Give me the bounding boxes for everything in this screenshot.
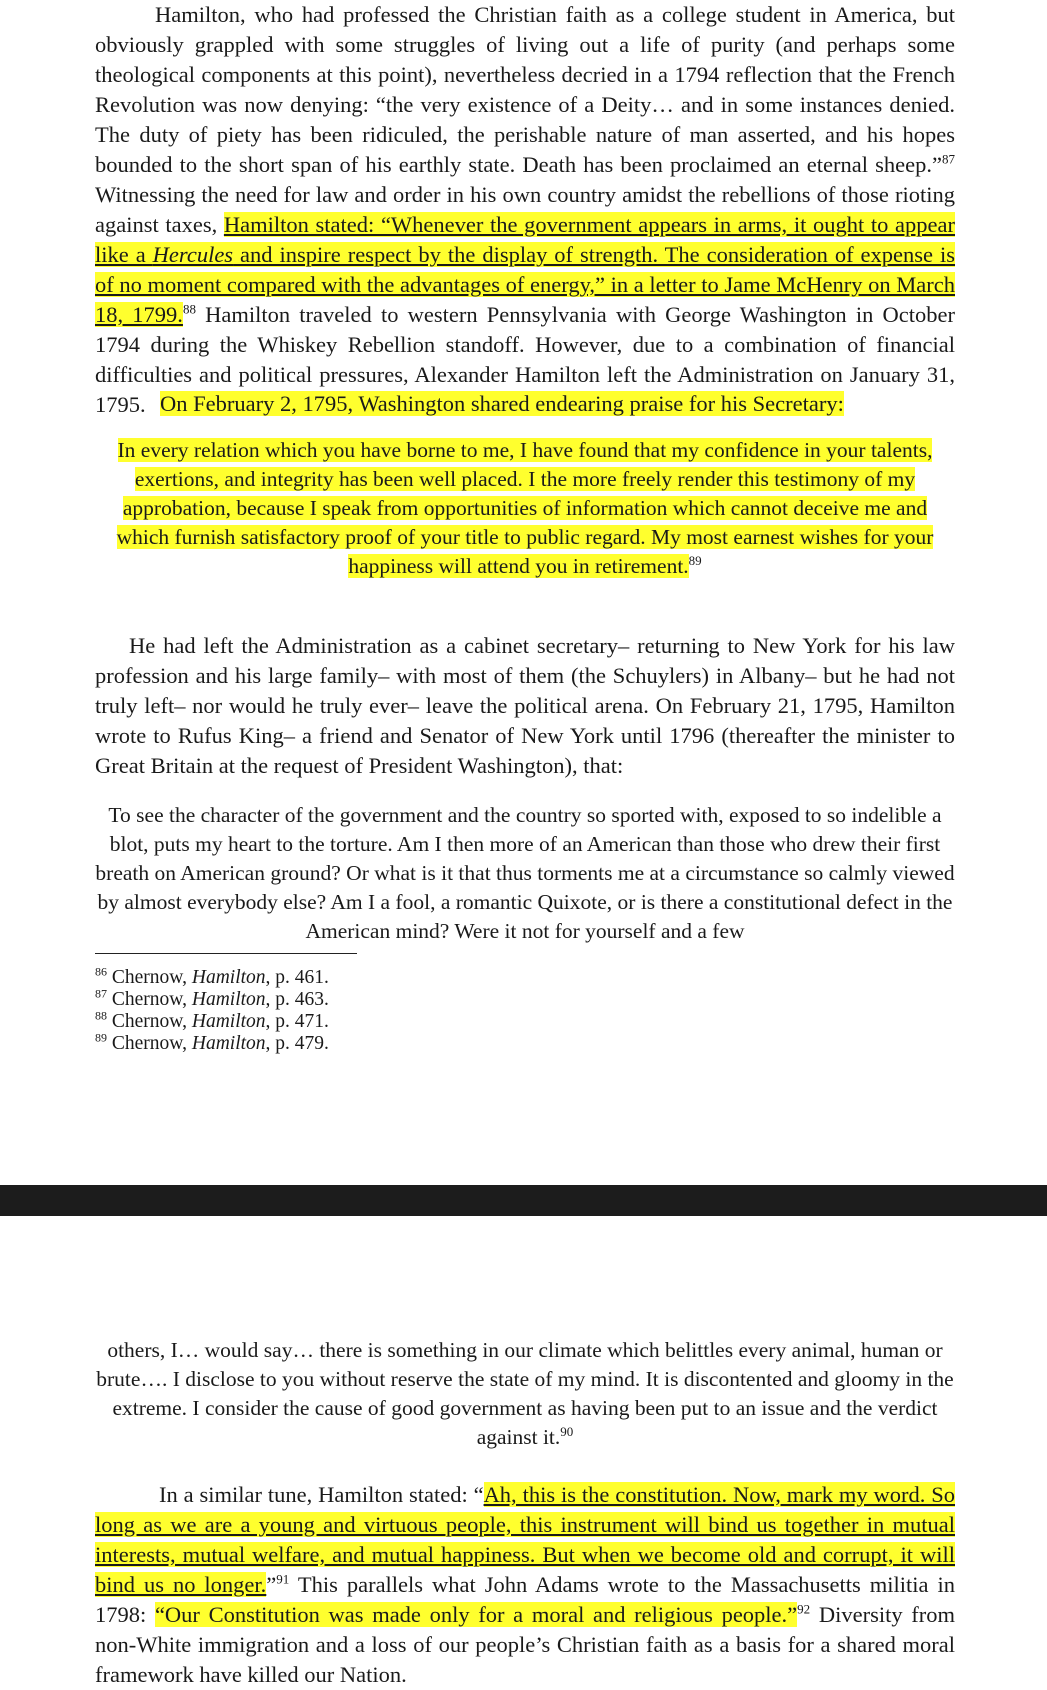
footnotes <box>95 964 955 1055</box>
body-text: This parallels what John Adams wrote to the Massachusetts militia in 1798: <box>95 1572 955 1627</box>
footnote-divider <box>95 953 357 954</box>
footnote-page: , p. 463. <box>265 989 329 1010</box>
body-text: Hamilton traveled to western Pennsylvania with George Washington in October 1794 during the Whiskey Rebellion standoff. However, due to a combination of financial difficulties and political pressures, Alexander Hamilton left the Administration on January 31, 1795. <box>95 302 955 417</box>
footnote-author: Chernow, <box>111 967 192 988</box>
footnote-number: 87 <box>95 986 107 1001</box>
paragraph-washington-praise <box>95 389 955 419</box>
footnote-title: Hamilton <box>191 1033 266 1054</box>
block-quote-continuation <box>95 1336 955 1452</box>
footnote-number: 88 <box>95 1008 107 1023</box>
footnote-page: , p. 471. <box>265 1011 329 1032</box>
block-quote-rufus-king <box>95 801 955 946</box>
footnote-page: , p. 479. <box>265 1033 329 1054</box>
body-text: Hamilton, who had professed the Christian faith as a college student in America, but obviously grappled with some struggles of living out a life of purity (and perhaps some theological components at this point), nevertheless decried in a 1794 reflection that the French Revolution was now denying: “the very existence of a Deity… and in some instances denied. The duty of piety has been ridiculed, the perishable nature of man asserted, and his hopes bounded to the short span of his earthly state. Death has been proclaimed an eternal sheep.” <box>95 2 955 177</box>
footnote <box>95 986 955 1011</box>
footnote <box>95 1030 955 1055</box>
footnote-title: Hamilton <box>191 967 266 988</box>
page-separator <box>0 1185 1047 1216</box>
footnote-title: Hamilton <box>191 1011 266 1032</box>
highlighted-quote: “Our Constitution was made only for a moral and religious people.” <box>154 1602 798 1627</box>
highlighted-text: and inspire respect by the display of strength. The consideration of expense is of no moment compared with the advantages of energy,” in a letter to Jame McHenry on March 18, 1799. <box>95 242 955 327</box>
block-quote-text: To see the character of the government and the country so sported with, exposed to so indelible a blot, puts my heart to the torture. Am I then more of an American than those who drew their first breath on American ground? Or what is it that thus torments me at a circumstance so calmly viewed by almost everybody else? Am I a fool, a romantic Quixote, or is there a constitutional defect in the American mind? Were it not for yourself and a few <box>95 803 955 943</box>
footnote-ref-92: 92 <box>797 1601 811 1617</box>
footnote-number: 86 <box>95 964 107 979</box>
body-text: ” <box>266 1572 277 1597</box>
footnote-title: Hamilton <box>191 989 266 1010</box>
body-text: Witnessing the need for law and order in his own country amidst the rebellions of those rioting against taxes, <box>95 182 955 237</box>
footnote-author: Chernow, <box>111 989 192 1010</box>
paragraph-left-administration <box>95 631 955 781</box>
footnote <box>95 964 955 989</box>
footnote-ref-91: 91 <box>276 1571 290 1587</box>
paragraph-constitution <box>95 1480 955 1690</box>
block-quote-text: others, I… would say… there is something in our climate which belittles every animal, human or brute…. I disclose to you without reserve the state of my mind. It is discontented and gloomy in the extreme. I consider the cause of good government as having been put to an issue and the verdict against it. <box>96 1338 954 1449</box>
footnote-author: Chernow, <box>111 1011 192 1032</box>
footnote-ref-90: 90 <box>560 1423 574 1439</box>
body-text: Diversity from non-White immigration and a loss of our people’s Christian faith as a basis for a shared moral framework have killed our Nation. <box>95 1602 955 1687</box>
footnote-number: 89 <box>95 1030 107 1045</box>
highlighted-italic-text: Hercules <box>152 242 234 267</box>
body-text: In a similar tune, Hamilton stated: “ <box>159 1482 484 1507</box>
footnote-author: Chernow, <box>111 1033 192 1054</box>
block-quote-washington <box>95 436 955 581</box>
paragraph-hamilton-french-revolution <box>95 0 955 420</box>
highlighted-text: Hamilton stated: “Whenever the government appears in arms, it ought to appear like a <box>95 212 955 267</box>
footnote-ref-89: 89 <box>688 552 702 568</box>
footnote-page: , p. 461. <box>265 967 329 988</box>
document-page-2 <box>0 1216 1047 1687</box>
footnote <box>95 1008 955 1033</box>
highlighted-text: On February 2, 1795, Washington shared endearing praise for his Secretary: <box>160 391 844 416</box>
body-text: He had left the Administration as a cabinet secretary– returning to New York for his law profession and his large family– with most of them (the Schuylers) in Albany– but he had not truly left– nor would he truly ever– leave the political arena. On February 21, 1795, Hamilton wrote to Rufus King– a friend and Senator of New York until 1796 (thereafter the minister to Great Britain at the request of President Washington), that: <box>95 633 955 778</box>
footnote-ref-87: 87 <box>942 151 955 167</box>
highlighted-block-quote: In every relation which you have borne to me, I have found that my confidence in your talents, exertions, and integrity has been well placed. I the more freely render this testimony of my approbation, because I speak from opportunities of information which cannot deceive me and which furnish satisfactory proof of your title to public regard. My most earnest wishes for your happiness will attend you in retirement. <box>116 438 934 578</box>
footnote-ref-88: 88 <box>182 301 196 317</box>
highlighted-quote: Ah, this is the constitution. Now, mark my word. So long as we are a young and virtuous people, this instrument will bind us together in mutual interests, mutual welfare, and mutual happiness. But when we become old and corrupt, it will bind us no longer. <box>95 1482 955 1597</box>
